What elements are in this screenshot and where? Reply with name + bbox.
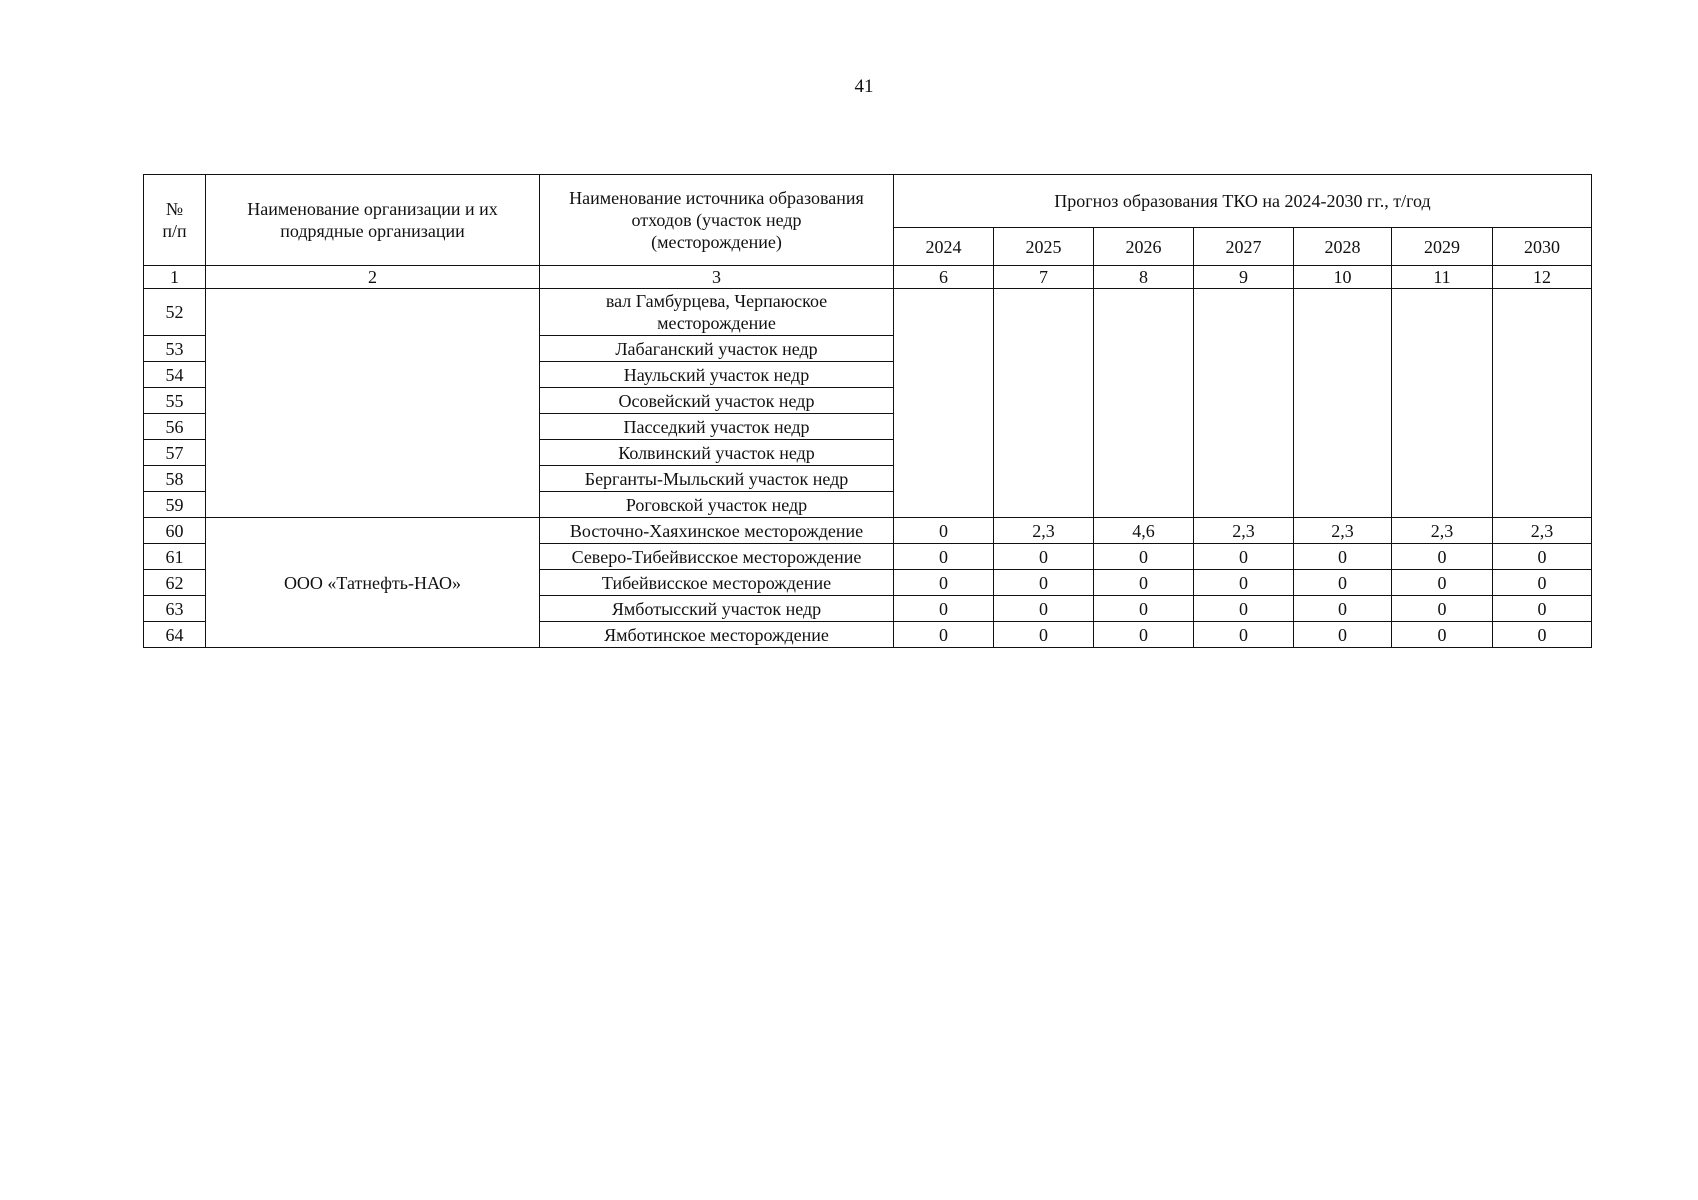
- value-cell: 0: [1094, 570, 1194, 596]
- value-cell: 0: [894, 570, 994, 596]
- row-number: 57: [144, 440, 206, 466]
- header-source-line1: Наименование источника образования: [569, 188, 864, 208]
- header-year: 2029: [1392, 228, 1493, 266]
- value-cell-empty: [1294, 289, 1392, 518]
- value-cell: 0: [1294, 622, 1392, 648]
- value-cell: 0: [1493, 622, 1592, 648]
- organization-cell-empty: [206, 289, 540, 518]
- value-cell: 2,3: [1493, 518, 1592, 544]
- value-cell: 0: [1493, 544, 1592, 570]
- header-year: 2025: [994, 228, 1094, 266]
- header-num-line1: №: [165, 199, 184, 219]
- row-number: 62: [144, 570, 206, 596]
- source-cell: Тибейвисское месторождение: [540, 570, 894, 596]
- source-cell: Осовейский участок недр: [540, 388, 894, 414]
- source-cell: Восточно-Хаяхинское месторождение: [540, 518, 894, 544]
- row-number: 60: [144, 518, 206, 544]
- header-source-line3: (месторождение): [651, 232, 782, 252]
- value-cell: 0: [1194, 544, 1294, 570]
- column-number: 7: [994, 266, 1094, 289]
- source-cell: Пасседкий участок недр: [540, 414, 894, 440]
- header-year: 2026: [1094, 228, 1194, 266]
- column-number: 9: [1194, 266, 1294, 289]
- table-row: [144, 289, 1592, 336]
- value-cell: 0: [994, 544, 1094, 570]
- column-number: 8: [1094, 266, 1194, 289]
- row-number: 54: [144, 362, 206, 388]
- row-number: 63: [144, 596, 206, 622]
- value-cell: 0: [994, 596, 1094, 622]
- value-cell: 0: [1194, 622, 1294, 648]
- source-cell: Наульский участок недр: [540, 362, 894, 388]
- header-source-line2: отходов (участок недр: [631, 210, 802, 230]
- value-cell: 0: [1294, 570, 1392, 596]
- header-num-cell: [144, 175, 206, 266]
- value-cell: 0: [1392, 570, 1493, 596]
- header-num-line2: п/п: [162, 221, 187, 241]
- header-row: [144, 175, 1592, 228]
- value-cell-empty: [894, 289, 994, 518]
- header-year: 2027: [1194, 228, 1294, 266]
- row-number: 61: [144, 544, 206, 570]
- column-number: 1: [144, 266, 206, 289]
- value-cell: 2,3: [1294, 518, 1392, 544]
- value-cell: 0: [894, 596, 994, 622]
- column-number: 6: [894, 266, 994, 289]
- column-number: 10: [1294, 266, 1392, 289]
- header-source-cell: [540, 175, 894, 266]
- source-cell: Колвинский участок недр: [540, 440, 894, 466]
- value-cell: 0: [1094, 622, 1194, 648]
- row-number: 64: [144, 622, 206, 648]
- header-forecast-title: Прогноз образования ТКО на 2024-2030 гг., т/год: [894, 175, 1592, 228]
- source-cell: Ямботысский участок недр: [540, 596, 894, 622]
- forecast-table: [143, 174, 1592, 648]
- value-cell: 4,6: [1094, 518, 1194, 544]
- page-number: 41: [854, 76, 874, 97]
- value-cell: 0: [1493, 596, 1592, 622]
- row-number: 55: [144, 388, 206, 414]
- value-cell: 2,3: [1194, 518, 1294, 544]
- value-cell: 0: [1194, 596, 1294, 622]
- value-cell: 0: [994, 622, 1094, 648]
- header-year: 2030: [1493, 228, 1592, 266]
- value-cell-empty: [1392, 289, 1493, 518]
- row-number: 52: [144, 289, 206, 336]
- value-cell: 0: [1094, 596, 1194, 622]
- column-number: 11: [1392, 266, 1493, 289]
- value-cell: 0: [994, 570, 1094, 596]
- value-cell: 0: [1392, 544, 1493, 570]
- header-org-cell: [206, 175, 540, 266]
- value-cell: 0: [1392, 622, 1493, 648]
- value-cell: 2,3: [1392, 518, 1493, 544]
- value-cell-empty: [994, 289, 1094, 518]
- header-year: 2028: [1294, 228, 1392, 266]
- source-cell: Роговской участок недр: [540, 492, 894, 518]
- value-cell: 0: [1094, 544, 1194, 570]
- row-number: 58: [144, 466, 206, 492]
- table-row: [144, 518, 1592, 544]
- header-org-label: Наименование организации и их подрядные организации: [247, 199, 498, 241]
- source-cell: Лабаганский участок недр: [540, 336, 894, 362]
- source-line2: месторождение: [657, 313, 776, 333]
- column-number: 3: [540, 266, 894, 289]
- column-number: 12: [1493, 266, 1592, 289]
- row-number: 59: [144, 492, 206, 518]
- value-cell: 0: [1294, 596, 1392, 622]
- source-line1: вал Гамбурцева, Черпаюское: [605, 291, 828, 311]
- value-cell-empty: [1094, 289, 1194, 518]
- value-cell: 0: [894, 518, 994, 544]
- column-number: 2: [206, 266, 540, 289]
- value-cell: 0: [894, 622, 994, 648]
- source-cell: Ямботинское месторождение: [540, 622, 894, 648]
- header-year: 2024: [894, 228, 994, 266]
- value-cell: 0: [1392, 596, 1493, 622]
- value-cell: 0: [894, 544, 994, 570]
- value-cell: 0: [1294, 544, 1392, 570]
- value-cell-empty: [1194, 289, 1294, 518]
- row-number: 53: [144, 336, 206, 362]
- value-cell: 2,3: [994, 518, 1094, 544]
- column-number-row: [144, 266, 1592, 289]
- value-cell: 0: [1194, 570, 1294, 596]
- value-cell-empty: [1493, 289, 1592, 518]
- source-cell: Северо-Тибейвисское месторождение: [540, 544, 894, 570]
- organization-cell: ООО «Татнефть-НАО»: [206, 518, 540, 648]
- source-cell: [540, 289, 894, 336]
- source-cell: Берганты-Мыльский участок недр: [540, 466, 894, 492]
- row-number: 56: [144, 414, 206, 440]
- value-cell: 0: [1493, 570, 1592, 596]
